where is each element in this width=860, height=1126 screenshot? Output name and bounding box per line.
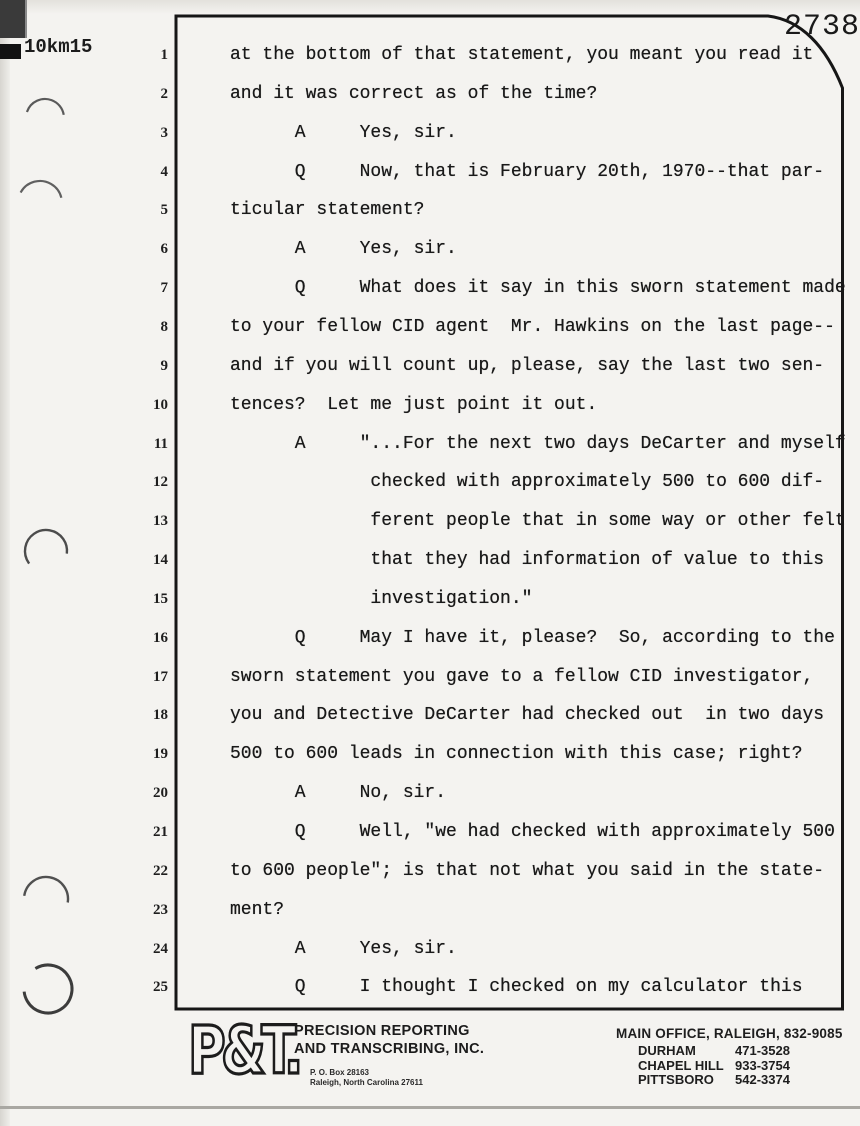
- line-text: Q I thought I checked on my calculator this: [230, 977, 803, 998]
- transcript-line: [0, 667, 813, 687]
- line-number: 22: [153, 862, 168, 879]
- line-text: A "...For the next two days DeCarter and myself: [230, 433, 846, 454]
- line-number: 9: [160, 357, 168, 374]
- transcript-line: [0, 45, 813, 65]
- line-text: ment?: [230, 899, 285, 920]
- line-number: 18: [153, 707, 168, 724]
- line-text: 500 to 600 leads in connection with this case; right?: [230, 744, 803, 765]
- transcript-line: [0, 472, 824, 492]
- line-text: A Yes, sir.: [230, 122, 457, 143]
- branch-office-row: [638, 1073, 790, 1088]
- page-number: 2738: [784, 10, 860, 44]
- line-text: sworn statement you gave to a fellow CID investigator,: [230, 666, 814, 687]
- line-number: 16: [153, 629, 168, 646]
- line-number: 20: [153, 785, 168, 802]
- line-number: 12: [153, 474, 168, 491]
- footer: [0, 1012, 860, 1112]
- line-number: 6: [160, 241, 168, 258]
- company-name-line1: PRECISION REPORTING: [294, 1023, 470, 1039]
- branch-phone: 933-3754: [735, 1057, 790, 1073]
- company-logo: P&T.: [188, 1012, 299, 1089]
- address-line2: Raleigh, North Carolina 27611: [310, 1078, 423, 1087]
- line-number: 10: [153, 396, 168, 413]
- transcript-line: [0, 822, 835, 842]
- line-text: to your fellow CID agent Mr. Hawkins on the last page--: [230, 316, 835, 337]
- line-text: Q May I have it, please? So, according to the: [230, 627, 835, 648]
- company-address: [310, 1068, 423, 1088]
- line-number: 5: [160, 202, 168, 219]
- branch-office-row: [638, 1059, 790, 1074]
- line-number: 11: [153, 435, 168, 452]
- branch-city: DURHAM: [638, 1043, 696, 1058]
- line-text: checked with approximately 500 to 600 dif-: [230, 472, 825, 493]
- line-text: at the bottom of that statement, you meant you read it: [230, 45, 814, 65]
- line-number: 2: [160, 85, 168, 102]
- line-number: 3: [160, 124, 168, 141]
- transcript-line: [0, 356, 824, 376]
- company-name-line2: AND TRANSCRIBING, INC.: [294, 1041, 485, 1057]
- line-text: A Yes, sir.: [230, 938, 457, 959]
- line-text: to 600 people"; is that not what you said in the state-: [230, 860, 825, 881]
- line-text: ticular statement?: [230, 200, 425, 221]
- main-office-phone: MAIN OFFICE, RALEIGH, 832-9085: [616, 1026, 843, 1041]
- transcript-line: [0, 162, 824, 182]
- line-text: and if you will count up, please, say the last two sen-: [230, 355, 825, 376]
- transcript-line: [0, 783, 446, 803]
- line-number: 25: [153, 979, 168, 996]
- transcript-line: [0, 550, 824, 570]
- transcript-line: [0, 511, 846, 531]
- line-text: Q Now, that is February 20th, 1970--that par-: [230, 161, 825, 182]
- line-text: you and Detective DeCarter had checked out in two days: [230, 705, 825, 726]
- transcript-line: [0, 744, 803, 764]
- branch-phone: 471-3528: [735, 1043, 790, 1058]
- company-name: [294, 1022, 484, 1058]
- line-number: 17: [153, 668, 168, 685]
- line-text: ferent people that in some way or other felt: [230, 511, 846, 532]
- line-number: 23: [153, 901, 168, 918]
- transcript-line: [0, 239, 457, 259]
- transcript-line: [0, 123, 457, 143]
- line-text: A No, sir.: [230, 783, 447, 804]
- transcript-line: [0, 84, 597, 104]
- line-text: A Yes, sir.: [230, 239, 457, 260]
- transcript-line: [0, 200, 424, 220]
- branch-office-list: [638, 1044, 790, 1088]
- branch-office-row: [638, 1044, 790, 1059]
- branch-city: PITTSBORO: [638, 1072, 714, 1087]
- transcript-line: [0, 900, 284, 920]
- line-number: 14: [153, 552, 168, 569]
- branch-city: CHAPEL HILL: [638, 1057, 724, 1073]
- line-number: 15: [153, 590, 168, 607]
- line-number: 4: [160, 163, 168, 180]
- line-number: 19: [153, 746, 168, 763]
- line-text: tences? Let me just point it out.: [230, 394, 598, 415]
- transcript-line: [0, 861, 824, 881]
- line-number: 21: [153, 824, 168, 840]
- transcript-line: [0, 705, 824, 725]
- line-number: 7: [160, 280, 168, 297]
- transcript-line: [0, 628, 835, 648]
- transcript-line: [0, 939, 457, 959]
- line-text: that they had information of value to this: [230, 550, 825, 571]
- line-text: and it was correct as of the time?: [230, 83, 598, 104]
- address-line1: P. O. Box 28163: [310, 1068, 369, 1077]
- transcript-line: [0, 589, 532, 609]
- transcript-line: [0, 317, 835, 337]
- branch-phone: 542-3374: [735, 1072, 790, 1087]
- line-text: Q Well, "we had checked with approximately 500: [230, 822, 835, 842]
- transcript-line: [0, 434, 846, 454]
- line-text: investigation.": [230, 588, 533, 609]
- line-number: 8: [160, 318, 168, 335]
- line-number: 24: [153, 940, 168, 957]
- line-text: Q What does it say in this sworn statement made: [230, 278, 846, 299]
- margin-take-label: 10km15: [24, 36, 93, 58]
- line-number: 1: [160, 47, 168, 63]
- transcript-line: [0, 278, 846, 298]
- line-number: 13: [153, 513, 168, 530]
- transcript-line: [0, 977, 803, 997]
- transcript-line: [0, 395, 597, 415]
